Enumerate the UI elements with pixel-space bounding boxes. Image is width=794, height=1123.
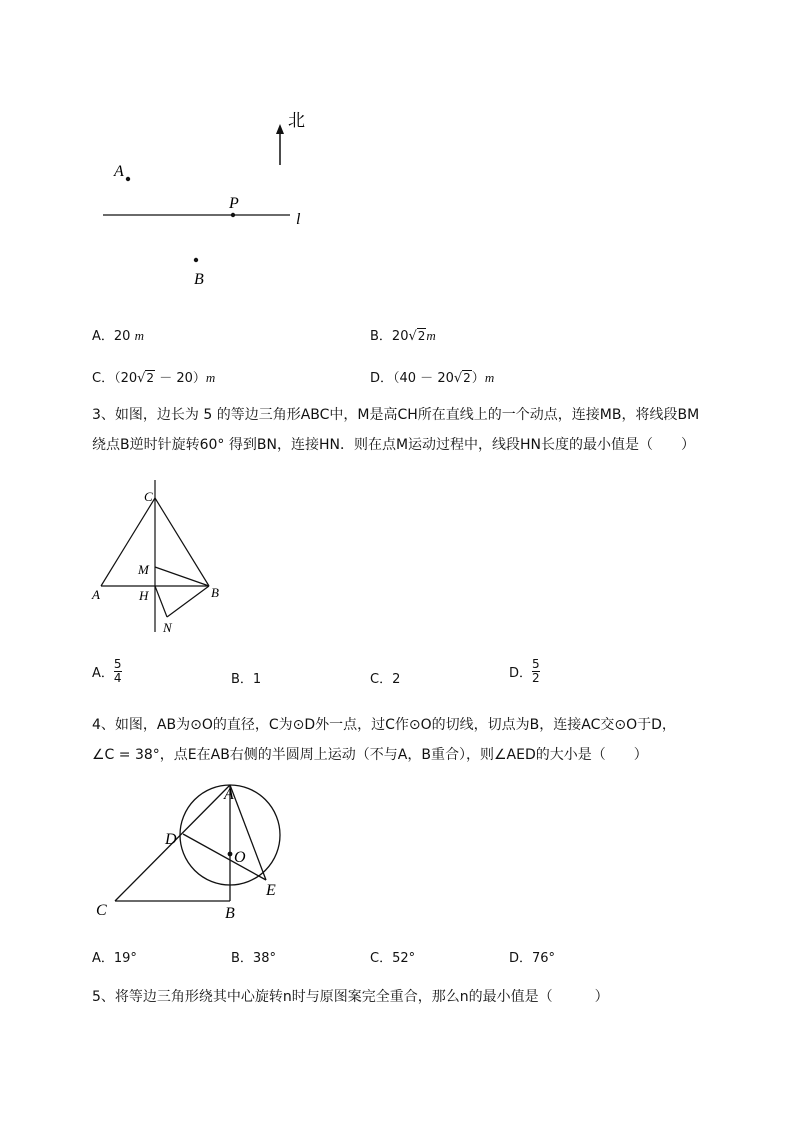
point-a-dot	[126, 177, 130, 181]
point-p-dot	[231, 213, 235, 217]
tri-label-c: C	[144, 489, 153, 504]
question-4-text	[92, 710, 732, 770]
q3-option-c[interactable]: C．2	[370, 672, 401, 687]
figure-circle-o	[0, 775, 794, 935]
q3-option-a[interactable]: A． $\frac{5}{4}$	[92, 657, 122, 685]
circ-label-c: C	[96, 902, 107, 919]
q4-option-d[interactable]: D．76°	[509, 951, 556, 966]
tri-label-h: H	[139, 588, 149, 603]
q3-option-d[interactable]: D． $\frac{5}{2}$	[509, 657, 540, 685]
q2-option-d[interactable]: D．（40 － 20√2）m	[370, 370, 495, 386]
point-a-label: A	[114, 163, 124, 180]
sqrt-2: √2	[408, 329, 426, 344]
circ-label-a: A	[224, 786, 234, 803]
q4-option-a[interactable]: A．19°	[92, 951, 137, 966]
circ-label-o: O	[234, 849, 246, 866]
sqrt-2: √2	[137, 371, 155, 386]
q4-option-c[interactable]: C．52°	[370, 951, 416, 966]
tri-label-n: N	[163, 620, 172, 635]
question-3-line-2: 绕点B逆时针旋转60° 得到BN，连接HN．则在点M运动过程中，线段HN长度的最小值是（ ）	[92, 437, 696, 453]
question-4-line-1: 4、如图，AB为⊙O的直径，C为⊙D外一点，过C作⊙O的切线，切点为B，连接AC交⊙O于D，	[92, 717, 676, 733]
q4-option-b[interactable]: B．38°	[231, 951, 276, 966]
q3-option-b[interactable]: B．1	[231, 672, 262, 687]
tri-label-m: M	[138, 562, 149, 577]
circ-label-e: E	[266, 882, 276, 899]
tri-label-b: B	[211, 585, 219, 600]
q2-option-b[interactable]: B．20√2m	[370, 328, 436, 344]
circ-label-d: D	[165, 831, 177, 848]
q2-option-c[interactable]: C．（20√2 － 20）m	[92, 370, 216, 386]
figure-triangle-abc	[0, 470, 794, 640]
question-3-text	[92, 400, 732, 460]
point-b-dot	[194, 258, 198, 262]
figure-north-line	[0, 0, 794, 300]
point-p-label: P	[229, 195, 239, 212]
question-3-line-1: 3、如图，边长为 5 的等边三角形ABC中，M是高CH所在直线上的一个动点，连接MB，将线段BM	[92, 407, 700, 423]
question-5-line-1: 5、将等边三角形绕其中心旋转n时与原图案完全重合，那么n的最小值是（ ）	[92, 989, 609, 1005]
tri-label-a: A	[92, 587, 100, 602]
sqrt-2: √2	[453, 371, 471, 386]
fraction-5-4: $\frac{5}{4}$	[113, 657, 122, 685]
question-4-line-2: ∠C = 38°，点E在AB右侧的半圆周上运动（不与A，B重合），则∠AED的大小是（ ）	[92, 747, 648, 763]
q2-option-a[interactable]: A．20 m	[92, 328, 144, 344]
north-arrow	[276, 124, 284, 165]
question-5-text	[92, 982, 732, 1012]
point-b-label: B	[194, 271, 204, 288]
line-l-label: l	[296, 211, 301, 228]
circ-label-b: B	[225, 905, 235, 922]
fraction-5-2: $\frac{5}{2}$	[532, 657, 540, 685]
north-label: 北	[288, 111, 305, 130]
